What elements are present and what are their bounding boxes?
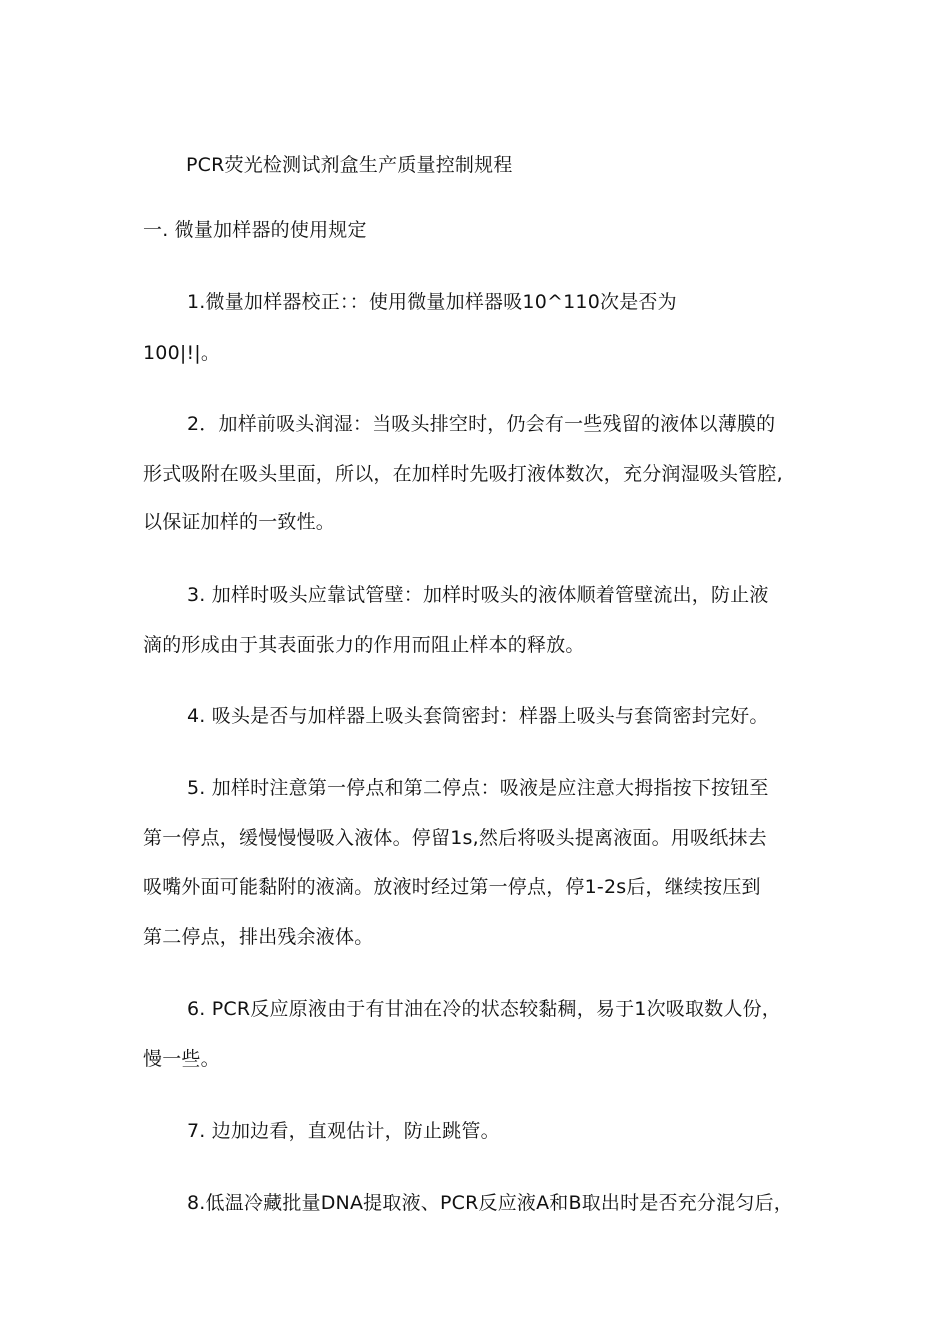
item-5-line-4: 第二停点，排出残余液体。 [143,926,374,948]
section-heading: 一. 微量加样器的使用规定 [143,219,367,241]
document-title: PCR荧光检测试剂盒生产质量控制规程 [186,154,513,176]
item-1-line-1: 1.微量加样器校正：：使用微量加样器吸10^110次是否为 [187,291,677,313]
item-1-line-2: 100|!|。 [143,342,221,364]
item-2-line-3: 以保证加样的一致性。 [143,511,336,533]
item-4-line-1: 4. 吸头是否与加样器上吸头套筒密封：样器上吸头与套筒密封完好。 [187,705,769,727]
item-3-line-1: 3. 加样时吸头应靠试管壁：加样时吸头的液体顺着管壁流出，防止液 [187,584,769,606]
item-2-line-2: 形式吸附在吸头里面，所以，在加样时先吸打液体数次，充分润湿吸头管腔, [143,463,783,485]
item-5-line-3: 吸嘴外面可能黏附的液滴。放液时经过第一停点，停1-2s后，继续按压到 [143,876,761,898]
item-6-line-2: 慢一些。 [143,1048,220,1070]
item-8-line-1: 8.低温冷藏批量DNA提取液、PCR反应液A和B取出时是否充分混匀后， [187,1192,793,1214]
item-7-line-1: 7. 边加边看，直观估计，防止跳管。 [187,1120,500,1142]
item-3-line-2: 滴的形成由于其表面张力的作用而阻止样本的释放。 [143,634,585,656]
item-5-line-2: 第一停点，缓慢慢慢吸入液体。停留1s,然后将吸头提离液面。用吸纸抹去 [143,827,767,849]
item-2-line-1: 2．加样前吸头润湿：当吸头排空时，仍会有一些残留的液体以薄膜的 [187,413,776,435]
item-5-line-1: 5. 加样时注意第一停点和第二停点：吸液是应注意大拇指按下按钮至 [187,777,769,799]
item-6-line-1: 6. PCR反应原液由于有甘油在冷的状态较黏稠，易于1次吸取数人份， [187,998,781,1020]
